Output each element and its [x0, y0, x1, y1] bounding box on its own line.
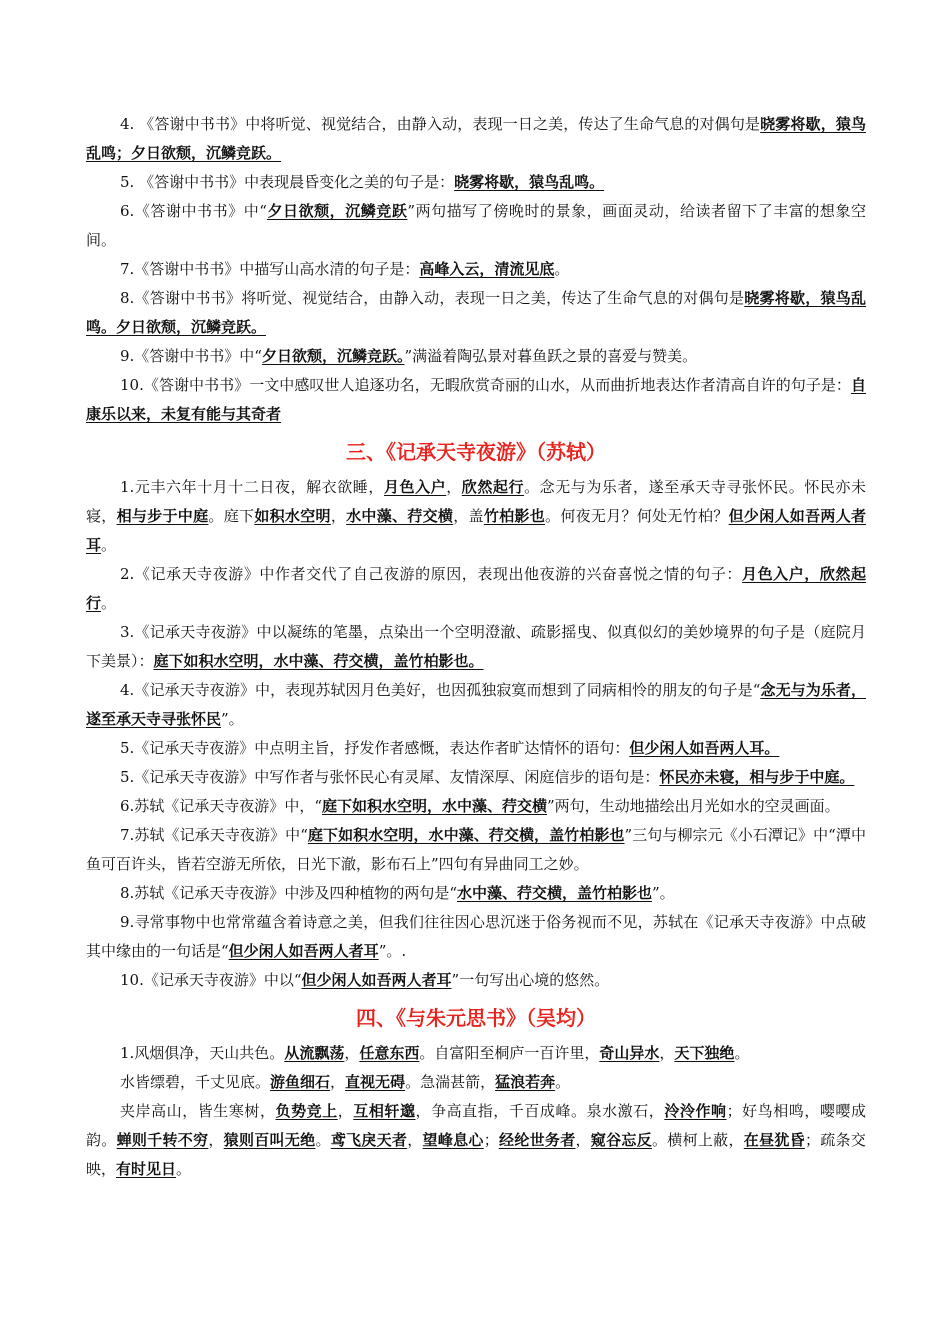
question-text: 10.《记承天寺夜游》中以“ [120, 971, 302, 989]
question-text: 。 [315, 1131, 331, 1149]
answer-text: 庭下如积水空明，水中藻、荇交横，盖竹柏影也 [307, 826, 625, 844]
answer-text: 晓雾将歇，猿鸟乱鸣。 [454, 173, 605, 191]
answer-text: 但少闲人如吾两人者耳 [86, 507, 866, 554]
question-text: 6.苏轼《记承天寺夜游》中，“ [120, 797, 322, 815]
answer-text: 望峰息心 [422, 1131, 484, 1149]
question-text: ； [483, 1131, 499, 1149]
question-text: 3.《记承天寺夜游》中以凝练的笔墨，点染出一个空明澄澈、疏影摇曳、似真似幻的美妙境界的句子是（庭院月下美景）： [86, 623, 866, 670]
answer-text: 窥谷忘反 [590, 1131, 652, 1149]
list-item [86, 966, 866, 995]
question-text: 。何夜无月？何处无竹柏？ [545, 507, 729, 525]
list-item [86, 618, 866, 676]
answer-text: 在昼犹昏 [743, 1131, 805, 1149]
document-page [86, 110, 866, 1184]
question-text: 。庭下 [208, 507, 255, 525]
question-text: 8.《答谢中书书》将听觉、视觉结合，由静入动，表现一日之美，传达了生命气息的对偶句是 [120, 289, 745, 307]
question-text: 5. 《答谢中书书》中表现晨昏变化之美的句子是： [120, 173, 455, 191]
question-text: ”一句写出心境的悠然。 [451, 971, 610, 989]
question-text: ”三句与柳宗元《小石潭记》中“潭中鱼可百许头，皆若空游无所依，日光下澈，影布石上”四句有异曲同工之妙。 [86, 826, 866, 873]
question-text: 7.苏轼《记承天寺夜游》中“ [120, 826, 308, 844]
answer-text: 庭下如积水空明，水中藻、荇交横 [321, 797, 547, 815]
question-text: ， [330, 1073, 346, 1091]
answer-text: 游鱼细石 [270, 1073, 331, 1091]
answer-text: 奇山异水 [599, 1044, 660, 1062]
question-text: 8.苏轼《记承天寺夜游》中涉及四种植物的两句是“ [120, 884, 457, 902]
list-item [86, 560, 866, 618]
question-text: ， [446, 478, 462, 496]
question-text: ”。 [652, 884, 675, 902]
answer-text: 念无与为乐者，遂至承天寺寻张怀民 [86, 681, 866, 728]
question-text: ， [208, 1131, 224, 1149]
list-item [86, 908, 866, 966]
question-text: 2.《记承天寺夜游》中作者交代了自己夜游的原因，表现出他夜游的兴奋喜悦之情的句子： [120, 565, 743, 583]
question-text: ， [330, 507, 347, 525]
answer-text: 负势竞上 [275, 1102, 338, 1120]
answer-text: 水中藻、荇交横，盖竹柏影也 [456, 884, 652, 902]
answer-text: 直视无碍 [345, 1073, 406, 1091]
question-text: ， [337, 1102, 354, 1120]
question-text: 5.《记承天寺夜游》中点明主旨，抒发作者感慨，表达作者旷达情怀的语句： [120, 739, 630, 757]
answer-text: 但少闲人如吾两人者耳 [228, 942, 379, 960]
question-text: ，盖 [453, 507, 484, 525]
list-item [86, 110, 866, 168]
question-text: 。横柯上蔽， [652, 1131, 744, 1149]
question-text: 。 [176, 1160, 192, 1178]
answer-text: 高峰入云，清流见底 [419, 260, 555, 278]
answer-text: 怀民亦未寝，相与步于中庭。 [659, 768, 855, 786]
question-text: ， [344, 1044, 360, 1062]
question-text: 5.《记承天寺夜游》中写作者与张怀民心有灵犀、友情深厚、闲庭信步的语句是： [120, 768, 660, 786]
list-item [86, 284, 866, 342]
answer-text: 猛浪若奔 [495, 1073, 556, 1091]
section-3-items [86, 473, 866, 995]
question-text: 。急湍甚箭， [405, 1073, 496, 1091]
question-text: 4. 《答谢中书书》中将听觉、视觉结合，由静入动，表现一日之美，传达了生命气息的对偶句是 [120, 115, 761, 133]
list-item [86, 821, 866, 879]
question-text: ”满溢着陶弘景对暮鱼跃之景的喜爱与赞美。 [404, 347, 698, 365]
answer-text: 夕日欲颓，沉鳞竞跃。 [261, 347, 405, 365]
answer-text: 互相轩邈 [353, 1102, 416, 1120]
question-text: ， [659, 1044, 675, 1062]
answer-text: 鸢飞戾天者 [330, 1131, 408, 1149]
answer-text: 相与步于中庭 [116, 507, 209, 525]
list-item [86, 734, 866, 763]
question-text: ，争高直指，千百成峰。泉水激石， [415, 1102, 665, 1120]
answer-text: 自康乐以来，未复有能与其奇者 [86, 376, 866, 423]
answer-text: 水中藻、荇交横 [346, 507, 454, 525]
answer-text: 但少闲人如吾两人耳。 [629, 739, 780, 757]
list-item [86, 371, 866, 429]
answer-text: 泠泠作响 [664, 1102, 727, 1120]
list-item [86, 676, 866, 734]
list-item [86, 763, 866, 792]
list-item [86, 255, 866, 284]
list-item [86, 473, 866, 560]
question-text: ”。 [221, 710, 244, 728]
question-text: 。 [101, 594, 117, 612]
list-item [86, 342, 866, 371]
section-2-items [86, 110, 866, 429]
answer-text: 如积水空明 [254, 507, 331, 525]
list-item [86, 1039, 866, 1068]
section-4-items [86, 1039, 866, 1184]
question-text: 。 [554, 260, 570, 278]
question-text: 1.风烟俱净，天山共色。 [120, 1044, 285, 1062]
answer-text: 竹柏影也 [483, 507, 546, 525]
question-text: ， [575, 1131, 591, 1149]
question-text: 9.寻常事物中也常常蕴含着诗意之美，但我们往往因心思沉迷于俗务视而不见，苏轼在《记承天寺夜游》中点破其中缘由的一句话是“ [86, 913, 866, 960]
question-text: 9.《答谢中书书》中“ [120, 347, 262, 365]
question-text: 。自富阳至桐庐一百许里， [419, 1044, 600, 1062]
answer-text: 猿则百叫无绝 [223, 1131, 316, 1149]
answer-text: 经纶世务者 [498, 1131, 576, 1149]
answer-text: 任意东西 [359, 1044, 420, 1062]
question-text: ；疏条交映， [86, 1131, 866, 1178]
answer-text: 晓雾将歇，猿鸟乱鸣；夕日欲颓，沉鳞竞跃。 [86, 115, 866, 162]
list-item [86, 1068, 866, 1097]
answer-text: 月色入户，欣然起行 [86, 565, 866, 612]
question-text: 。 [734, 1044, 750, 1062]
answer-text: 欣然起行 [461, 478, 525, 496]
list-item [86, 792, 866, 821]
question-text: 6.《答谢中书书》中“ [120, 202, 267, 220]
answer-text: 有时见日 [116, 1160, 177, 1178]
question-text: 夹岸高山，皆生寒树， [120, 1102, 276, 1120]
question-text: 1.元丰六年十月十二日夜，解衣欲睡， [120, 478, 384, 496]
question-text: ， [407, 1131, 423, 1149]
question-text: ”两句描写了傍晚时的景象，画面灵动，给读者留下了丰富的想象空间。 [86, 202, 867, 249]
answer-text: 从流飘荡 [284, 1044, 345, 1062]
question-text: ”。. [378, 942, 407, 960]
answer-text: 月色入户 [383, 478, 447, 496]
section-3-heading: 三、《记承天寺夜游》（苏轼） [346, 440, 606, 464]
list-item [86, 197, 866, 255]
list-item [86, 168, 866, 197]
section-4-heading: 四、《与朱元思书》（吴均） [356, 1006, 596, 1030]
question-text: 7.《答谢中书书》中描写山高水清的句子是： [120, 260, 420, 278]
answer-text: 夕日欲颓，沉鳞竞跃 [266, 202, 408, 220]
list-item [86, 1097, 866, 1184]
question-text: 水皆缥碧，千丈见底。 [120, 1073, 271, 1091]
list-item [86, 879, 866, 908]
answer-text: 天下独绝 [674, 1044, 735, 1062]
question-text: ；好鸟相鸣，嘤嘤成韵。 [86, 1102, 866, 1149]
answer-text: 晓雾将歇，猿鸟乱鸣。夕日欲颓，沉鳞竞跃。 [86, 289, 866, 336]
answer-text: 庭下如积水空明，水中藻、荇交横，盖竹柏影也。 [153, 652, 484, 670]
question-text: 10.《答谢中书书》一文中感叹世人追逐功名，无暇欣赏奇丽的山水，从而曲折地表达作者清高自许的句子是： [120, 376, 851, 394]
answer-text: 蝉则千转不穷 [116, 1131, 209, 1149]
question-text: 。 [555, 1073, 571, 1091]
answer-text: 但少闲人如吾两人者耳 [301, 971, 452, 989]
question-text: 。念无与为乐者，遂至承天寺寻张怀民。怀民亦未寝， [86, 478, 866, 525]
question-text: ”两句，生动地描绘出月光如水的空灵画面。 [547, 797, 840, 815]
question-text: 。 [101, 536, 117, 554]
question-text: 4.《记承天寺夜游》中，表现苏轼因月色美好，也因孤独寂寞而想到了同病相怜的朋友的句子是“ [120, 681, 761, 699]
